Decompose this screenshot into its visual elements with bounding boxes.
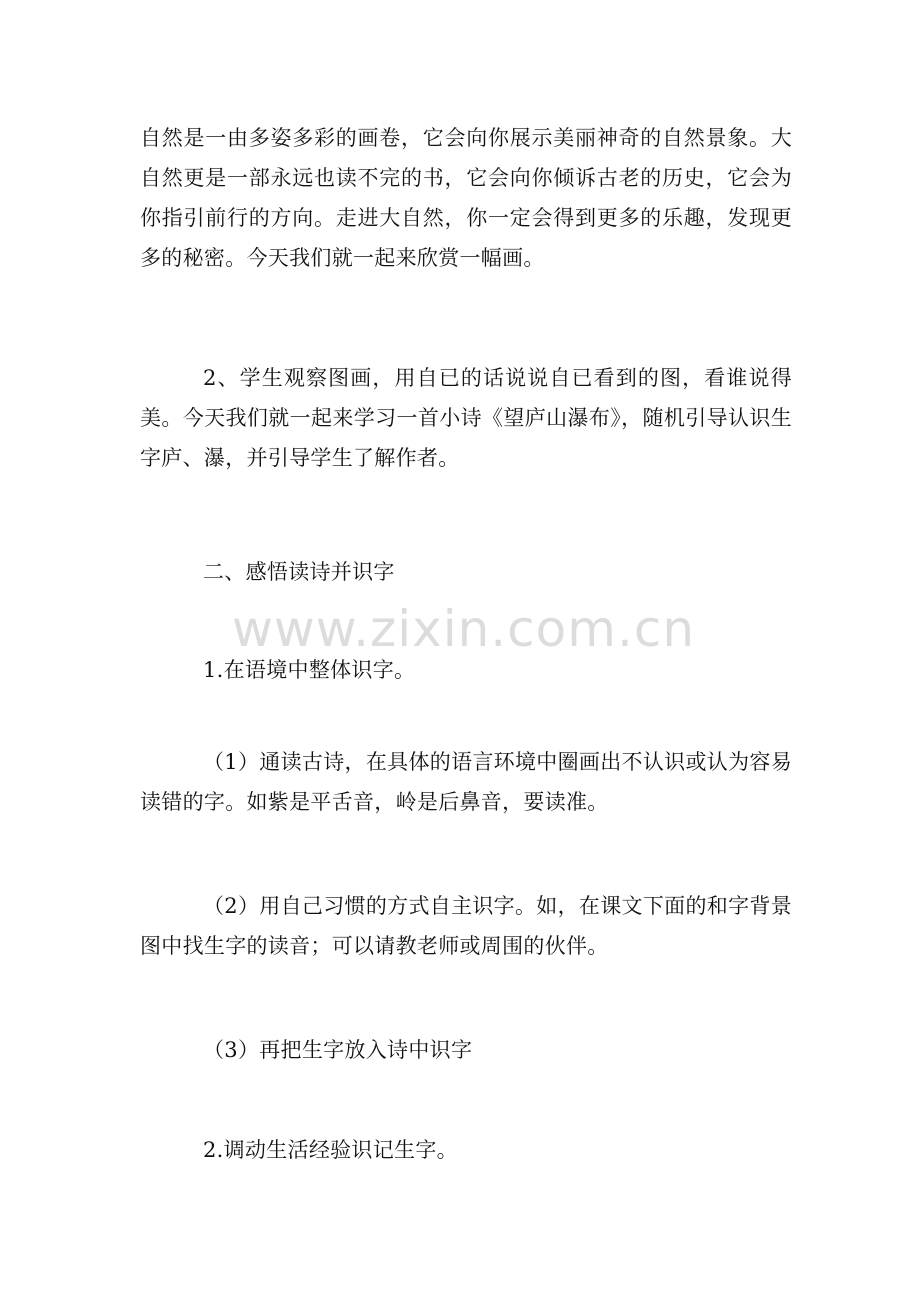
paragraph-read-poem-step-1: （1）通读古诗，在具体的语言环境中圈画出不认识或认为容易读错的字。如紫是平舌音，岭是后鼻音，要读准。 (140, 750, 792, 814)
paragraph-self-literacy-step-2: （2）用自己习惯的方式自主识字。如，在课文下面的和字背景图中找生字的读音；可以请教老师或周围的伙伴。 (140, 894, 792, 958)
paragraph-nature-intro: 自然是一由多姿多彩的画卷，它会向你展示美丽神奇的自然景象。大自然更是一部永远也读不完的书，它会向你倾诉古老的历史，它会为你指引前行的方向。走进大自然，你一定会得到更多的乐趣，发现更多的秘密。今天我们就一起来欣赏一幅画。 (140, 126, 792, 270)
section-heading-read-poem: 二、感悟读诗并识字 (203, 560, 395, 584)
paragraph-observe-picture: 2、学生观察图画，用自已的话说说自已看到的图，看谁说得美。今天我们就一起来学习一首小诗《望庐山瀑布》，随机引导认识生字庐、瀑，并引导学生了解作者。 (140, 366, 792, 470)
paragraph-put-into-poem-step-3: （3）再把生字放入诗中识字 (203, 1038, 473, 1062)
paragraph-context-literacy: 1.在语境中整体识字。 (203, 658, 416, 682)
paragraph-life-experience: 2.调动生活经验识记生字。 (203, 1138, 458, 1162)
watermark: www.zixin.com.cn (232, 600, 696, 658)
